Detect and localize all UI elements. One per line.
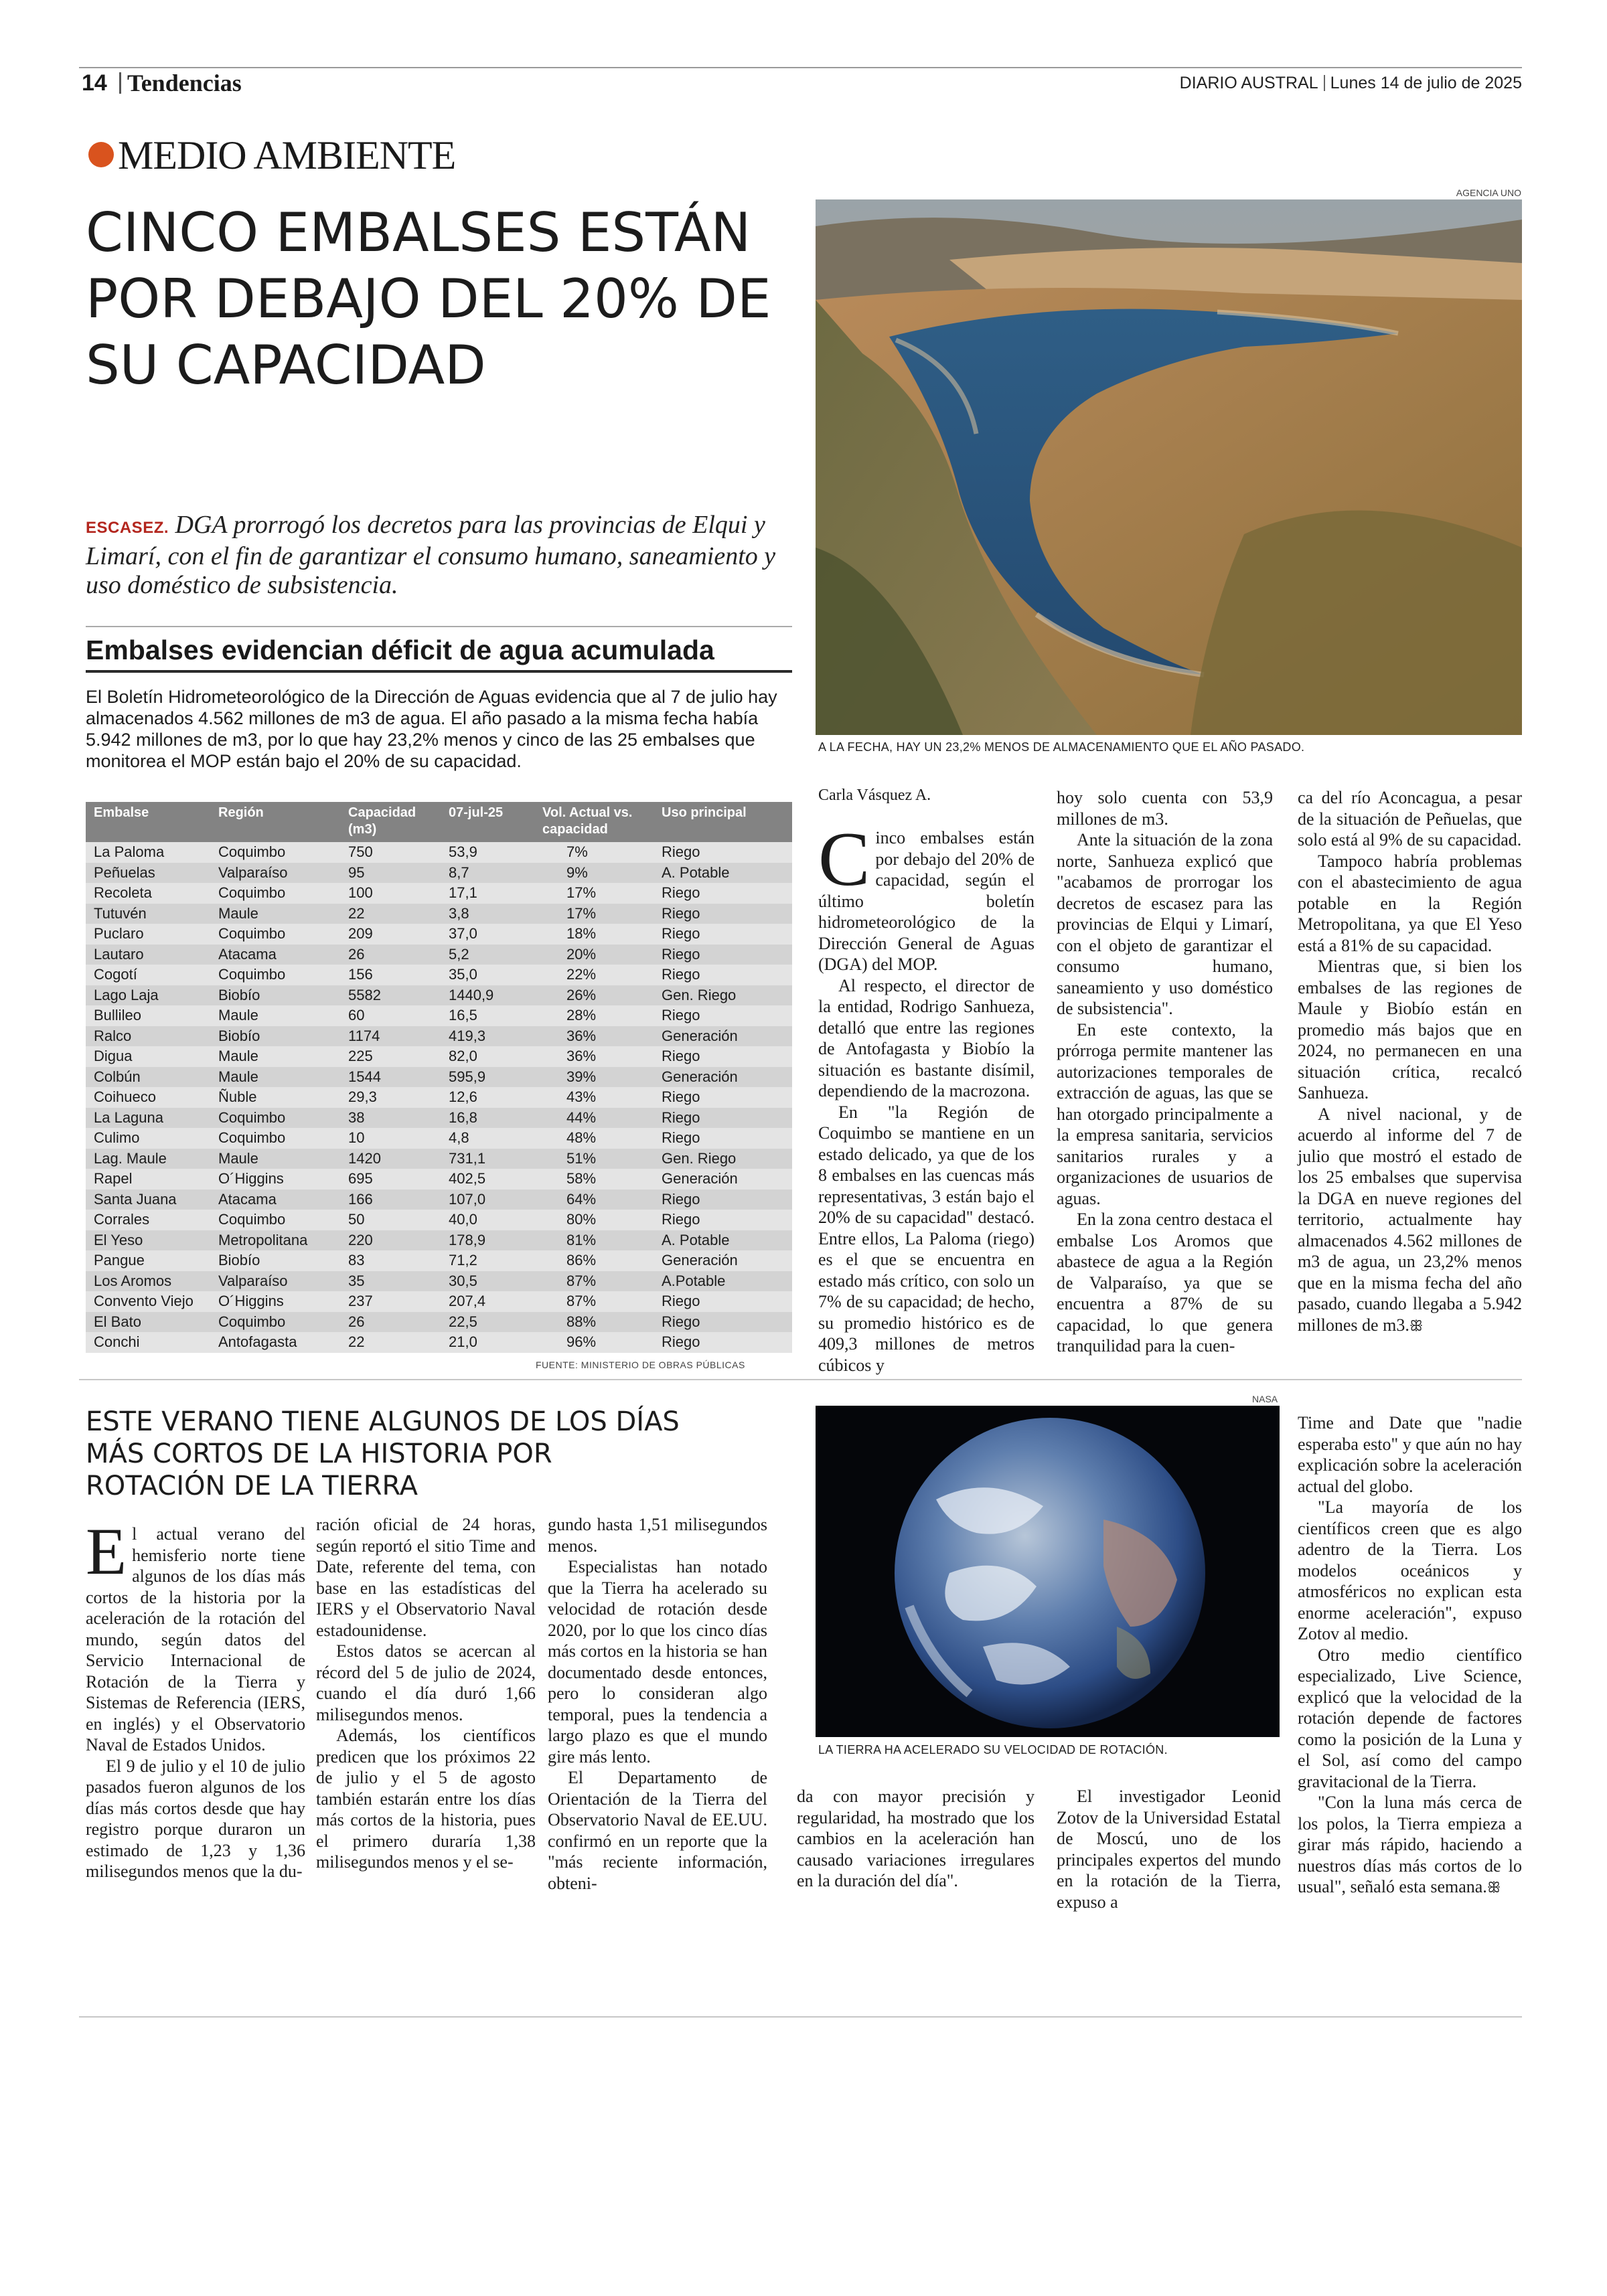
table-cell: Atacama [210, 1190, 340, 1210]
header-separator [119, 72, 121, 94]
table-row [86, 1108, 792, 1129]
photo-credit: AGENCIA UNO [1456, 187, 1521, 198]
table-cell: O´Higgins [210, 1169, 340, 1190]
table-cell: Riego [654, 1128, 792, 1149]
table-header-row [86, 802, 792, 842]
table-cell: 58% [534, 1169, 654, 1190]
table-cell: El Yeso [86, 1230, 210, 1251]
column-header: Embalse [86, 802, 210, 842]
end-mark-icon: ꕥ [1486, 1880, 1501, 1896]
table-cell: Riego [654, 965, 792, 985]
body-paragraph: hoy solo cuenta con 53,9 millones de m3. [1057, 788, 1273, 829]
body-paragraph: El investigador Leonid Zotov de la Universidad Estatal de Moscú, uno de los principales expertos del mundo en la rotación de la Tierra, expuso a [1057, 1787, 1281, 1912]
table-cell: Tutuvén [86, 904, 210, 924]
table-cell: Lautaro [86, 945, 210, 965]
box-text: El Boletín Hidrometeorológico de la Dirección de Aguas evidencia que al 7 de julio hay almacenados 4.562 millones de m3 de agua. El año pasado a la misma fecha había 5.942 millones de m3, por lo que hay 23,2% menos y cinco de las 25 embalses que monitorea el MOP están bajo el 20% de su capacidad. [86, 687, 777, 771]
table-row [86, 1005, 792, 1026]
table-cell: Riego [654, 883, 792, 904]
table-cell: 9% [534, 863, 654, 884]
table-cell: 95 [340, 863, 441, 884]
column-header: Región [210, 802, 340, 842]
end-mark-icon: ꕥ [1409, 1317, 1424, 1335]
body-paragraph: En este contexto, la prórroga permite mantener las autorizaciones temporales de extracción de aguas, las que se han otorgado principalmente a la empresa sanitaria, servicios sanitarios rurales y a organizaciones de usuarios de aguas. [1057, 1019, 1273, 1208]
table-cell: 53,9 [441, 842, 534, 863]
issue-date: Lunes 14 de julio de 2025 [1330, 74, 1522, 92]
deck-label: ESCASEZ. [86, 519, 169, 537]
table-cell: 5,2 [441, 945, 534, 965]
body-paragraph: ración oficial de 24 horas, según reportó el sitio Time and Date, referente del tema, con base en las estadísticas del IERS y el Observatorio Naval estadounidense. [316, 1515, 536, 1640]
table-cell: 26% [534, 985, 654, 1006]
body-paragraph: Además, los científicos predicen que los próximos 22 de julio y el 5 de agosto también estarán entre los días más cortos de la historia, pues el primero duraría 1,38 milisegundos menos y el se- [316, 1726, 536, 1872]
table-cell: 20% [534, 945, 654, 965]
column-header: Vol. Actual vs. capacidad [534, 802, 654, 842]
article-column [548, 1514, 767, 1894]
table-cell: 3,8 [441, 904, 534, 924]
table-row [86, 1149, 792, 1169]
table-row [86, 1271, 792, 1292]
table-cell: Antofagasta [210, 1332, 340, 1353]
table-cell: 17% [534, 904, 654, 924]
table-cell: Lag. Maule [86, 1149, 210, 1169]
table-cell: Conchi [86, 1332, 210, 1353]
table-cell: 156 [340, 965, 441, 985]
table-cell: Maule [210, 1005, 340, 1026]
table-source: FUENTE: MINISTERIO DE OBRAS PÚBLICAS [536, 1360, 745, 1370]
table-row [86, 924, 792, 945]
table-cell: 22 [340, 904, 441, 924]
table-row [86, 1210, 792, 1230]
table-cell: Ralco [86, 1026, 210, 1047]
table-cell: Coquimbo [210, 1128, 340, 1149]
reservoir-photo [816, 199, 1522, 735]
table-cell: 29,3 [340, 1087, 441, 1108]
body-paragraph: ca del río Aconcagua, a pesar de la situación de Peñuelas, que solo está al 9% de su capacidad. [1298, 788, 1522, 849]
box-title-rule [86, 670, 792, 673]
section-divider [79, 1379, 1522, 1380]
table-row [86, 1128, 792, 1149]
table-cell: Maule [210, 1067, 340, 1088]
table-cell: Bullileo [86, 1005, 210, 1026]
table-cell: Biobío [210, 985, 340, 1006]
table-cell: 237 [340, 1291, 441, 1312]
table-cell: 225 [340, 1046, 441, 1067]
article-column [1057, 1786, 1281, 1912]
table-cell: 16,5 [441, 1005, 534, 1026]
table-row [86, 1332, 792, 1353]
table-cell: Biobío [210, 1026, 340, 1047]
article-column [86, 1514, 305, 1882]
table-cell: Lago Laja [86, 985, 210, 1006]
table-cell: Puclaro [86, 924, 210, 945]
table-cell: 107,0 [441, 1190, 534, 1210]
table-cell: 4,8 [441, 1128, 534, 1149]
table-cell: 16,8 [441, 1108, 534, 1129]
table-cell: Riego [654, 1046, 792, 1067]
table-cell: 83 [340, 1250, 441, 1271]
table-cell: 402,5 [441, 1169, 534, 1190]
body-paragraph: Cinco embalses están por debajo del 20% de capacidad, según el último boletín hidrometeorológico de la Dirección General de Aguas (DGA) del MOP. [818, 817, 1035, 974]
header-rule [79, 67, 1522, 68]
table-cell: Gen. Riego [654, 1149, 792, 1169]
table-cell: Digua [86, 1046, 210, 1067]
table-row [86, 1046, 792, 1067]
table-cell: 750 [340, 842, 441, 863]
body-paragraph: En la zona centro destaca el embalse Los Aromos que abastece de agua a la Región de Valparaíso, ya que se encuentra a 87% de su capacidad, lo que genera tranquilidad para la cuen- [1057, 1210, 1273, 1356]
table-cell: Metropolitana [210, 1230, 340, 1251]
body-paragraph: Tampoco habría problemas con el abastecimiento de agua potable en la Región Metropolitana, ya que El Yeso está a 81% de su capacidad. [1298, 851, 1522, 955]
table-cell: Convento Viejo [86, 1291, 210, 1312]
table-cell: 26 [340, 945, 441, 965]
table-cell: Riego [654, 945, 792, 965]
table-cell: 5582 [340, 985, 441, 1006]
table-cell: Coquimbo [210, 1108, 340, 1129]
table-cell: Corrales [86, 1210, 210, 1230]
table-cell: Los Aromos [86, 1271, 210, 1292]
table-cell: Riego [654, 1108, 792, 1129]
table-cell: 18% [534, 924, 654, 945]
body-paragraph: Time and Date que "nadie esperaba esto" y que aún no hay explicación sobre la aceleración actual del globo. [1298, 1413, 1522, 1496]
drop-cap: C [818, 817, 870, 902]
table-cell: Riego [654, 1190, 792, 1210]
article-column [818, 817, 1035, 1376]
body-paragraph: Al respecto, el director de la entidad, Rodrigo Sanhueza, detalló que entre las regiones de Antofagasta y Biobío la situación es bastante disímil, dependiendo de la macrozona. [818, 975, 1035, 1100]
article-column [1298, 787, 1522, 1337]
table-cell: A. Potable [654, 863, 792, 884]
body-paragraph: El 9 de julio y el 10 de julio pasados fueron algunos de los días más cortos desde que hay registro porque duraron un estimado de 1,23 y 1,36 milisegundos menos que la du- [86, 1756, 305, 1881]
table-cell: 731,1 [441, 1149, 534, 1169]
table-cell: 30,5 [441, 1271, 534, 1292]
deck-text: DGA prorrogó los decretos para las provincias de Elqui y Limarí, con el fin de garantizar el consumo humano, saneamiento y uso doméstico de subsistencia. [86, 511, 776, 599]
table-cell: Generación [654, 1250, 792, 1271]
column-header: Uso principal [654, 802, 792, 842]
table-cell: O´Higgins [210, 1291, 340, 1312]
table-row [86, 1067, 792, 1088]
table-cell: Coquimbo [210, 1312, 340, 1333]
table-cell: 1440,9 [441, 985, 534, 1006]
table-cell: Riego [654, 924, 792, 945]
table-cell: 60 [340, 1005, 441, 1026]
table-row [86, 1291, 792, 1312]
table-cell: 48% [534, 1128, 654, 1149]
table-cell: 695 [340, 1169, 441, 1190]
table-cell: Riego [654, 1087, 792, 1108]
headline: CINCO EMBALSES ESTÁN POR DEBAJO DEL 20% DE SU CAPACIDAD [86, 201, 771, 396]
table-row [86, 904, 792, 924]
table-cell: 220 [340, 1230, 441, 1251]
table-cell: 87% [534, 1291, 654, 1312]
table-cell: Maule [210, 904, 340, 924]
table-cell: 81% [534, 1230, 654, 1251]
table-cell: 419,3 [441, 1026, 534, 1047]
table-cell: Riego [654, 1210, 792, 1230]
article-column [316, 1514, 536, 1873]
table-cell: 88% [534, 1312, 654, 1333]
table-row [86, 1312, 792, 1333]
table-cell: Riego [654, 1312, 792, 1333]
article-column [1057, 787, 1273, 1357]
table-cell: 8,7 [441, 863, 534, 884]
table-cell: Rapel [86, 1169, 210, 1190]
article-column [797, 1786, 1035, 1892]
body-paragraph: El actual verano del hemisferio norte tiene algunos de los días más cortos de la historia por la aceleración de la rotación del mundo, según datos del Servicio Internacional de Rotación de la Tierra y Sistemas de Referencia (IERS, en inglés) y el Observatorio Naval de Estados Unidos. [86, 1514, 305, 1754]
table-cell: Biobío [210, 1250, 340, 1271]
table-cell: Recoleta [86, 883, 210, 904]
table-row [86, 1250, 792, 1271]
paper-info-separator [1324, 75, 1325, 91]
table-cell: 35 [340, 1271, 441, 1292]
table-cell: Riego [654, 1291, 792, 1312]
table-cell: Culimo [86, 1128, 210, 1149]
table-cell: Peñuelas [86, 863, 210, 884]
table-row [86, 1169, 792, 1190]
table-cell: 80% [534, 1210, 654, 1230]
earth-photo-caption: LA TIERRA HA ACELERADO SU VELOCIDAD DE ROTACIÓN. [818, 1743, 1168, 1756]
kicker: MEDIO AMBIENTE [118, 133, 456, 177]
table-cell: 36% [534, 1046, 654, 1067]
table-cell: Riego [654, 1005, 792, 1026]
table-cell: 100 [340, 883, 441, 904]
body-paragraph: A nivel nacional, y de acuerdo al informe del 7 de julio que mostró el estado de los 25 embalses que supervisa la DGA en nueve regiones del territorio, actualmente hay almacenados 4.562 millones de m3 de agua, un 23,2% menos que en la misma fecha del año pasado, cuando llegaba a 5.942 millones de m3.ꕥ [1298, 1104, 1522, 1335]
table-cell: Colbún [86, 1067, 210, 1088]
table-body [86, 842, 792, 1353]
table-cell: 12,6 [441, 1087, 534, 1108]
body-paragraph: En "la Región de Coquimbo se mantiene en un estado delicado, ya que de los 8 embalses en las cuencas más representativas, 3 están bajo el 20% de su capacidad" destacó. Entre ellos, La Paloma (riego) es el que se encuentra en estado más crítico, con solo un 7% de su capacidad; de hecho, su promedio histórico es de 409,3 millones de metros cúbicos y [818, 1102, 1035, 1375]
table-cell: 595,9 [441, 1067, 534, 1088]
table-row [86, 1190, 792, 1210]
box-top-rule [86, 626, 792, 627]
table-cell: 22 [340, 1332, 441, 1353]
table-cell: Riego [654, 842, 792, 863]
table-cell: Santa Juana [86, 1190, 210, 1210]
table-cell: 96% [534, 1332, 654, 1353]
body-paragraph: gundo hasta 1,51 milisegundos menos. [548, 1515, 767, 1556]
table-cell: Coquimbo [210, 883, 340, 904]
table-cell: Coquimbo [210, 842, 340, 863]
box-title: Embalses evidencian déficit de agua acumulada [86, 635, 714, 665]
body-paragraph: Otro medio científico especializado, Live Science, explicó que la velocidad de la rotación depende de factores como la posición de la Luna y el Sol, así como del campo gravitacional de la Tierra. [1298, 1645, 1522, 1791]
table-cell: Atacama [210, 945, 340, 965]
table-row [86, 863, 792, 884]
table-cell: 17% [534, 883, 654, 904]
table-cell: Generación [654, 1067, 792, 1088]
body-paragraph: "Con la luna más cerca de los polos, la Tierra empieza a girar más rápido, haciendo a nuestros días más cortos de lo usual", señaló esta semana.ꕥ [1298, 1793, 1522, 1896]
table-cell: La Paloma [86, 842, 210, 863]
table-row [86, 965, 792, 985]
table-cell: 22% [534, 965, 654, 985]
table-cell: 178,9 [441, 1230, 534, 1251]
paper-name: DIARIO AUSTRAL [1179, 74, 1318, 92]
body-paragraph: Mientras que, si bien los embalses de las regiones de Maule y Biobío están en promedio más bajos que en 2024, no permanecen en una situación crítica, recalcó Sanhueza. [1298, 957, 1522, 1102]
body-paragraph: "La mayoría de los científicos creen que es algo adentro de la Tierra. Los modelos oceánicos y atmosféricos no explican esta enorme aceleración", expuso Zotov al medio. [1298, 1497, 1522, 1643]
article-column [1298, 1412, 1522, 1899]
table-cell: A. Potable [654, 1230, 792, 1251]
table-cell: Valparaíso [210, 863, 340, 884]
table-cell: Coquimbo [210, 965, 340, 985]
table-cell: Valparaíso [210, 1271, 340, 1292]
table-row [86, 1087, 792, 1108]
table-cell: 1174 [340, 1026, 441, 1047]
table-row [86, 1230, 792, 1251]
table-cell: Riego [654, 1332, 792, 1353]
table-cell: Generación [654, 1026, 792, 1047]
earth-photo [816, 1406, 1280, 1737]
paper-info [1180, 70, 1522, 96]
body-paragraph: El Departamento de Orientación de la Tierra del Observatorio Naval de EE.UU. confirmó en un reporte que la "más reciente información, obteni- [548, 1768, 767, 1893]
column-header: 07-jul-25 [441, 802, 534, 842]
table-cell: 64% [534, 1190, 654, 1210]
reservoir-photo-caption: A LA FECHA, HAY UN 23,2% MENOS DE ALMACENAMIENTO QUE EL AÑO PASADO. [818, 740, 1305, 754]
table-cell: Riego [654, 904, 792, 924]
bottom-rule [79, 2016, 1522, 2018]
body-paragraph: Estos datos se acercan al récord del 5 de julio de 2024, cuando el día duró 1,66 milisegundos menos. [316, 1641, 536, 1724]
table-cell: 7% [534, 842, 654, 863]
byline: Carla Vásquez A. [818, 787, 931, 804]
table-cell: 22,5 [441, 1312, 534, 1333]
table-cell: Gen. Riego [654, 985, 792, 1006]
table-cell: 26 [340, 1312, 441, 1333]
table-cell: Ñuble [210, 1087, 340, 1108]
table-cell: Coquimbo [210, 924, 340, 945]
kicker-dot-icon [88, 142, 114, 167]
table-cell: Cogotí [86, 965, 210, 985]
table-cell: 82,0 [441, 1046, 534, 1067]
table-cell: 35,0 [441, 965, 534, 985]
photo-credit: NASA [1252, 1394, 1278, 1404]
table-cell: 17,1 [441, 883, 534, 904]
reservoir-table [86, 802, 792, 1353]
table-cell: 1420 [340, 1149, 441, 1169]
table-cell: Maule [210, 1046, 340, 1067]
table-cell: 37,0 [441, 924, 534, 945]
table-row [86, 945, 792, 965]
table-cell: 86% [534, 1250, 654, 1271]
body-paragraph: Ante la situación de la zona norte, Sanhueza explicó que "acabamos de prorrogar los decretos de escasez para las provincias de Elqui y Limarí, con el objeto de garantizar el consumo humano, saneamiento y uso doméstico de subsistencia". [1057, 830, 1273, 1018]
body-paragraph: da con mayor precisión y regularidad, ha mostrado que los cambios en la aceleración han causado variaciones irregulares en la duración del día". [797, 1787, 1035, 1890]
table-cell: 28% [534, 1005, 654, 1026]
body-paragraph: Especialistas han notado que la Tierra ha acelerado su velocidad de rotación desde 2020, por lo que los cinco días más cortos en la historia se han documentado desde entonces, pero lo consideran algo temporal, pues la tendencia a largo plazo es que el mundo gire más lento. [548, 1557, 767, 1767]
table-cell: 39% [534, 1067, 654, 1088]
table-row [86, 985, 792, 1006]
table-cell: 50 [340, 1210, 441, 1230]
table-cell: 51% [534, 1149, 654, 1169]
table-cell: A.Potable [654, 1271, 792, 1292]
drop-cap: E [86, 1514, 127, 1588]
deck [86, 511, 795, 600]
table-cell: La Laguna [86, 1108, 210, 1129]
table-cell: 44% [534, 1108, 654, 1129]
table-cell: 36% [534, 1026, 654, 1047]
table-cell: El Bato [86, 1312, 210, 1333]
page-number: 14 [82, 70, 107, 96]
table-cell: 1544 [340, 1067, 441, 1088]
table-cell: 207,4 [441, 1291, 534, 1312]
table-cell: 21,0 [441, 1332, 534, 1353]
table-cell: 209 [340, 924, 441, 945]
table-cell: Maule [210, 1149, 340, 1169]
table-row [86, 842, 792, 863]
table-cell: 38 [340, 1108, 441, 1129]
table-cell: 10 [340, 1128, 441, 1149]
table-cell: 87% [534, 1271, 654, 1292]
table-row [86, 883, 792, 904]
table-cell: 40,0 [441, 1210, 534, 1230]
table-cell: 43% [534, 1087, 654, 1108]
headline-secondary: ESTE VERANO TIENE ALGUNOS DE LOS DÍAS MÁS CORTOS DE LA HISTORIA POR ROTACIÓN DE LA TIERRA [86, 1406, 680, 1501]
table-cell: Coquimbo [210, 1210, 340, 1230]
table-cell: 71,2 [441, 1250, 534, 1271]
column-header: Capacidad (m3) [340, 802, 441, 842]
table-cell: Generación [654, 1169, 792, 1190]
table-cell: Coihueco [86, 1087, 210, 1108]
table-cell: 166 [340, 1190, 441, 1210]
table-cell: Pangue [86, 1250, 210, 1271]
table-row [86, 1026, 792, 1047]
section-name: Tendencias [127, 70, 242, 96]
